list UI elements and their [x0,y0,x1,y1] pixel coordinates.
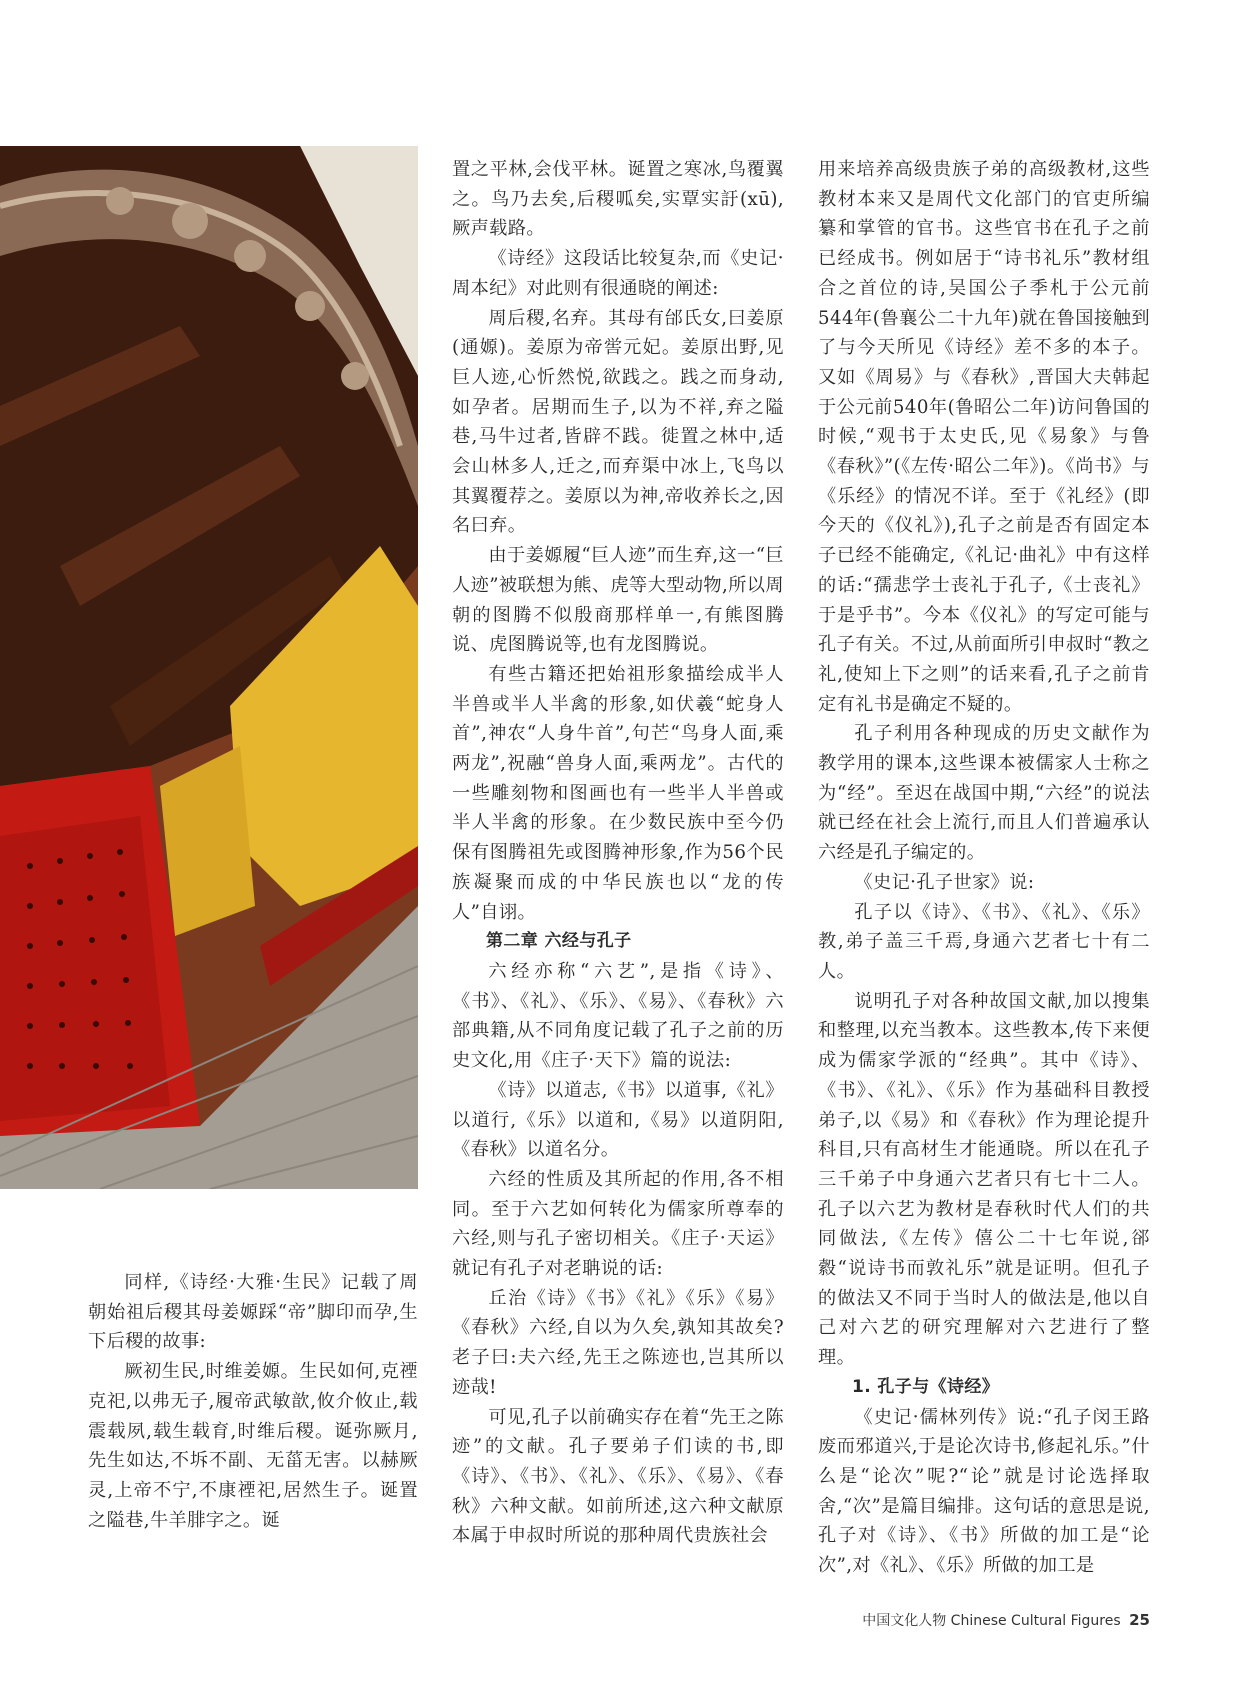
section-heading: 第二章 六经与孔子 [486,931,632,952]
paragraph: 说明孔子对各种故国文献,加以搜集和整理,以充当教本。这些教本,传下来便成为儒家学派的“经典”。其中《诗》、《书》、《礼》、《乐》作为基础科目教授弟子,以《易》和《春秋》作为理论提升科目,只有高材生才能通晓。所以在孔子三千弟子中身通六艺者只有七十二人。孔子以六艺为教材是春秋时代人们的共同做法,《左传》僖公二十七年说,郤縠“说诗书而敦礼乐”就是证明。但孔子的做法又不同于当时人的做法是,他以自己对六艺的研究理解对六艺进行了整理。 [818,990,1150,1369]
paragraph: 丘治《诗》《书》《礼》《乐》《易》《春秋》六经,自以为久矣,孰知其故矣?老子曰:夫六经,先王之陈迹也,岂其所以迹哉! [452,1287,784,1398]
paragraph: 周后稷,名弃。其母有邰氏女,曰姜原(通嫄)。姜原为帝喾元妃。姜原出野,见巨人迹,心忻然悦,欲践之。践之而身动,如孕者。居期而生子,以为不祥,弃之隘巷,马牛过者,皆辟不践。徙置之林中,适会山林多人,迁之,而弃渠中冰上,飞鸟以其翼覆荐之。姜原以为神,帝收养长之,因名曰弃。 [452,307,784,537]
paragraph: 由于姜嫄履“巨人迹”而生弃,这一“巨人迹”被联想为熊、虎等大型动物,所以周朝的图腾不似殷商那样单一,有熊图腾说、虎图腾说等,也有龙图腾说。 [452,545,784,656]
paragraph: 有些古籍还把始祖形象描绘成半人半兽或半人半禽的形象,如伏羲“蛇身人首”,神农“人身牛首”,句芒“鸟身人面,乘两龙”,祝融“兽身人面,乘两龙”。古代的一些雕刻物和图画也有一些半人半兽或半人半禽的形象。在少数民族中至今仍保有图腾祖先或图腾神形象,作为56个民族凝聚而成的中华民族也以“龙的传人”自诩。 [452,663,784,923]
page-footer [862,1610,1150,1630]
paragraph: 《诗经》这段话比较复杂,而《史记·周本纪》对此则有很通晓的阐述: [452,248,784,299]
paragraph-continued: 用来培养高级贵族子弟的高级教材,这些教材本来又是周代文化部门的官吏所编纂和掌管的官书。这些官书在孔子之前已经成书。例如居于“诗书礼乐”教材组合之首位的诗,吴国公子季札于公元前544年(鲁襄公二十九年)就在鲁国接触到了与今天所见《诗经》差不多的本子。又如《周易》与《春秋》,晋国大夫韩起于公元前540年(鲁昭公二年)访问鲁国的时候,“观书于太史氏,见《易象》与鲁《春秋》”(《左传·昭公二年》)。《尚书》与《乐经》的情况不详。至于《礼经》(即今天的《仪礼》),孔子之前是否有固定本子已经不能确定,《礼记·曲礼》中有这样的话:“孺悲学士丧礼于孔子,《士丧礼》于是乎书”。今本《仪礼》的写定可能与孔子有关。不过,从前面所引申叔时“教之礼,使知上下之则”的话来看,孔子之前肯定有礼书是确定不疑的。 [818,159,1150,715]
paragraph: 《史记·孔子世家》说: [854,871,1035,893]
magazine-title: 中国文化人物 Chinese Cultural Figures [862,1613,1121,1629]
page-number: 25 [1129,1611,1150,1629]
paragraph: 厥初生民,时维姜嫄。生民如何,克禋克祀,以弗无子,履帝武敏歆,攸介攸止,载震载夙,载生载育,时维后稷。诞弥厥月,先生如达,不坼不副、无菑无害。以赫厥灵,上帝不宁,不康禋祀,居然生子。诞置之隘巷,牛羊腓字之。诞 [88,1361,418,1531]
text-column-1 [88,1268,418,1535]
paragraph: 《史记·儒林列传》说:“孔子闵王路废而邪道兴,于是论次诗书,修起礼乐。”什么是“论次”呢?“论”就是讨论选择取舍,“次”是篇目编排。这句话的意思是说,孔子对《诗》、《书》所做的加工是“论次”,对《礼》、《乐》所做的加工是 [818,1406,1150,1577]
paragraph: 六经的性质及其所起的作用,各不相同。至于六艺如何转化为儒家所尊奉的六经,则与孔子密切相关。《庄子·天运》就记有孔子对老聃说的话: [452,1168,784,1280]
text-column-2 [452,155,784,1551]
paragraph: 孔子以《诗》、《书》、《礼》、《乐》教,弟子盖三千焉,身通六艺者七十有二人。 [818,901,1150,982]
section-heading: 1. 孔子与《诗经》 [852,1376,1000,1397]
palace-gate-photo [0,146,418,1189]
paragraph: 《诗》以道志,《书》以道事,《礼》以道行,《乐》以道和,《易》以道阴阳,《春秋》以道名分。 [452,1079,784,1161]
paragraph: 同样,《诗经·大雅·生民》记载了周朝始祖后稷其母姜嫄踩“帝”脚印而孕,生下后稷的故事: [88,1272,418,1353]
text-column-3 [818,155,1150,1581]
paragraph: 孔子利用各种现成的历史文献作为教学用的课本,这些课本被儒家人士称之为“经”。至迟在战国中期,“六经”的说法就已经在社会上流行,而且人们普遍承认六经是孔子编定的。 [818,723,1150,864]
paragraph-continued: 置之平林,会伐平林。诞置之寒冰,鸟覆翼之。鸟乃去矣,后稷呱矣,实覃实訏(xū),厥声载路。 [452,159,784,240]
paragraph: 六经亦称“六艺”,是指《诗》、《书》、《礼》、《乐》、《易》、《春秋》六部典籍,从不同角度记载了孔子之前的历史文化,用《庄子·天下》篇的说法: [452,960,784,1072]
paragraph: 可见,孔子以前确实存在着“先王之陈迹”的文献。孔子要弟子们读的书,即《诗》、《书》、《礼》、《乐》、《易》、《春秋》六种文献。如前所述,这六种文献原本属于申叔时所说的那种周代贵族社会 [452,1406,784,1547]
